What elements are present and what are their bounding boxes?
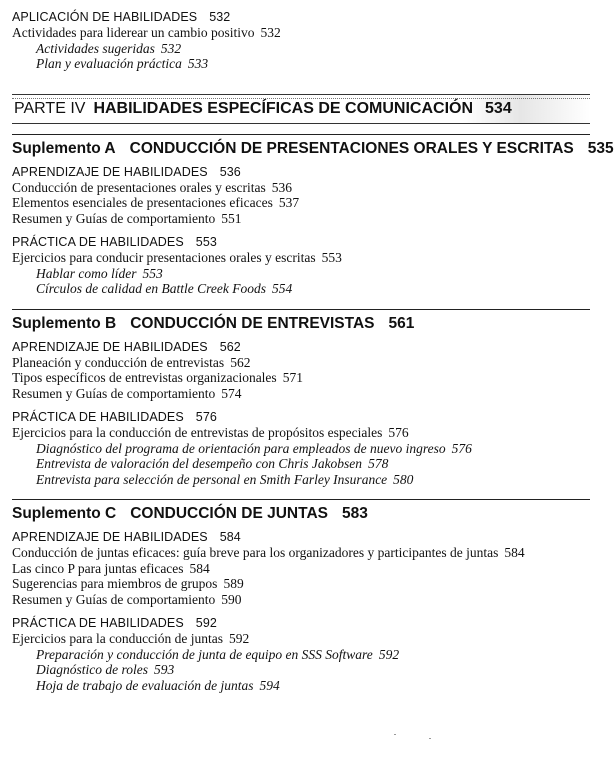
toc-subentry-text: Entrevista de valoración del desempeño con Chris Jakobsen [36,456,363,471]
toc-subentry-text: Diagnóstico del programa de orientación para empleados de nuevo ingreso [36,440,446,456]
toc-entry [12,592,590,608]
supplement-page: 583 [341,505,368,522]
section-heading [12,340,590,355]
toc-subentry-page: 532 [160,40,182,56]
part-number: PARTE IV [14,99,86,117]
toc-entry [12,386,590,402]
toc-subentry-text: Hoja de trabajo de evaluación de juntas [36,677,254,693]
section-heading-page: 532 [209,10,231,24]
toc-entry-text: Resumen y Guías de comportamiento [12,385,216,401]
toc-subentry [12,662,590,678]
toc-subentry-page: 576 [451,440,472,456]
toc-subentry-text: Círculos de calidad en Battle Creek Foods [36,281,266,296]
section-heading-page: 584 [219,530,241,544]
section-heading [12,235,590,250]
toc-entry [12,561,590,577]
toc-entry [12,195,590,211]
toc-entry [12,425,590,441]
subsection [12,530,590,607]
toc-subentry [12,647,590,663]
toc-entry-page: 532 [260,25,281,40]
section-heading-text: APRENDIZAJE DE HABILIDADES [12,339,208,354]
toc-entry-text: Elementos esenciales de presentaciones eficaces [12,195,273,210]
toc-entry-text: Las cinco P para juntas eficaces [12,560,184,576]
toc-entry-page: 551 [221,210,242,226]
toc-subentry-text: Entrevista para selección de personal en Smith Farley Insurance [36,471,388,487]
toc-subentry [12,281,590,297]
toc-entry-page: 537 [278,195,300,210]
toc-subentry-text: Diagnóstico de roles [36,662,148,677]
toc-entry-text: Ejercicios para conducir presentaciones orales y escritas [12,250,316,265]
toc-entry [12,545,590,561]
subsection [12,616,590,693]
subsection [12,165,590,227]
toc-entry-text: Tipos específicos de entrevistas organizacionales [12,370,277,385]
table-of-contents [12,10,614,693]
toc-entry-text: Sugerencias para miembros de grupos [12,576,218,591]
toc-entry [12,180,590,196]
toc-entry-text: Resumen y Guías de comportamiento [12,210,216,226]
subsection [12,340,590,402]
section-heading-text: APRENDIZAJE DE HABILIDADES [12,530,208,544]
section-heading-page: 592 [195,616,217,630]
toc-subentry-text: Plan y evaluación práctica [36,56,182,71]
toc-entry-page: 571 [282,370,303,385]
toc-subentry-page: 593 [154,662,175,677]
toc-entry [12,576,590,592]
toc-entry-text: Ejercicios para la conducción de juntas [12,631,224,646]
part-heading [14,100,512,118]
subsection [12,235,590,297]
supplement-heading [12,499,590,523]
toc-entry-text: Planeación y conducción de entrevistas [12,354,225,370]
section-heading-page: 536 [219,164,241,179]
supplement-heading [12,309,590,333]
toc-entry-page: 536 [271,179,293,195]
toc-entry-page: 584 [189,560,210,576]
toc-entry-text: Conducción de juntas eficaces: guía breve para los organizadores y participantes de juntas [12,545,499,560]
toc-subentry-text: Actividades sugeridas [36,40,155,56]
toc-entry [12,370,590,386]
supplement-label: Suplemento C [12,505,117,522]
section-heading [12,616,590,631]
section-heading-text: APLICACIÓN DE HABILIDADES [12,10,198,24]
toc-subentry-page: 533 [187,56,209,71]
toc-entry-page: 584 [504,545,525,560]
toc-entry-text: Ejercicios para la conducción de entrevistas de propósitos especiales [12,425,383,440]
supplements-list [12,134,614,694]
toc-subentry [12,456,590,472]
toc-entry-page: 574 [221,385,242,401]
scan-specks [394,732,454,742]
toc-entry-text: Resumen y Guías de comportamiento [12,591,216,607]
toc-subentry-text: Preparación y conducción de junta de equipo en SSS Software [36,646,373,662]
part-page: 534 [485,99,512,117]
section-heading-text: PRÁCTICA DE HABILIDADES [12,616,184,630]
toc-subentry-page: 592 [378,646,400,662]
toc-subentry [12,678,590,694]
toc-entry [12,211,590,227]
toc-entry-page: 589 [223,576,244,591]
toc-subentry-page: 578 [368,456,389,471]
toc-subentry [12,41,590,57]
section-heading-page: 562 [219,339,241,354]
toc-entry [12,25,590,41]
toc-entry [12,631,590,647]
toc-subentry-page: 580 [393,471,414,487]
toc-entry-page: 562 [230,354,251,370]
toc-subentry-text: Hablar como líder [36,265,137,281]
section-heading [12,530,590,545]
toc-subentry-page: 554 [271,281,293,296]
toc-entry-text: Conducción de presentaciones orales y escritas [12,179,266,195]
toc-entry-page: 592 [229,631,250,646]
toc-entry [12,355,590,371]
supplement-title: CONDUCCIÓN DE PRESENTACIONES ORALES Y ESCRITAS [129,139,574,157]
section-heading-page: 576 [195,410,217,424]
toc-entry-text: Actividades para liderear un cambio positivo [12,25,255,40]
intro-section [12,10,590,72]
toc-subentry [12,266,590,282]
section-heading-text: PRÁCTICA DE HABILIDADES [12,235,184,249]
toc-subentry [12,441,590,457]
supplement-label: Suplemento A [12,139,116,157]
part-banner [12,94,590,124]
supplement-title: CONDUCCIÓN DE JUNTAS [130,505,328,522]
section-heading-text: APRENDIZAJE DE HABILIDADES [12,164,208,179]
supplement-heading [12,134,614,158]
toc-entry-page: 553 [321,250,342,265]
toc-entry [12,250,590,266]
section-heading-text: PRÁCTICA DE HABILIDADES [12,410,184,424]
section-heading [12,165,590,180]
section-heading [12,10,590,25]
supplement-label: Suplemento B [12,314,117,332]
toc-entry-page: 576 [388,425,409,440]
supplement-page: 535 [587,139,614,157]
toc-subentry-page: 594 [259,677,280,693]
supplement-page: 561 [388,314,415,332]
toc-subentry [12,472,590,488]
section-heading [12,410,590,425]
supplement-title: CONDUCCIÓN DE ENTREVISTAS [130,314,375,332]
toc-subentry-page: 553 [142,265,163,281]
subsection [12,410,590,487]
part-title: HABILIDADES ESPECÍFICAS DE COMUNICACIÓN [93,99,474,117]
toc-entry-page: 590 [221,591,242,607]
toc-subentry [12,56,590,72]
section-heading-page: 553 [195,235,217,249]
